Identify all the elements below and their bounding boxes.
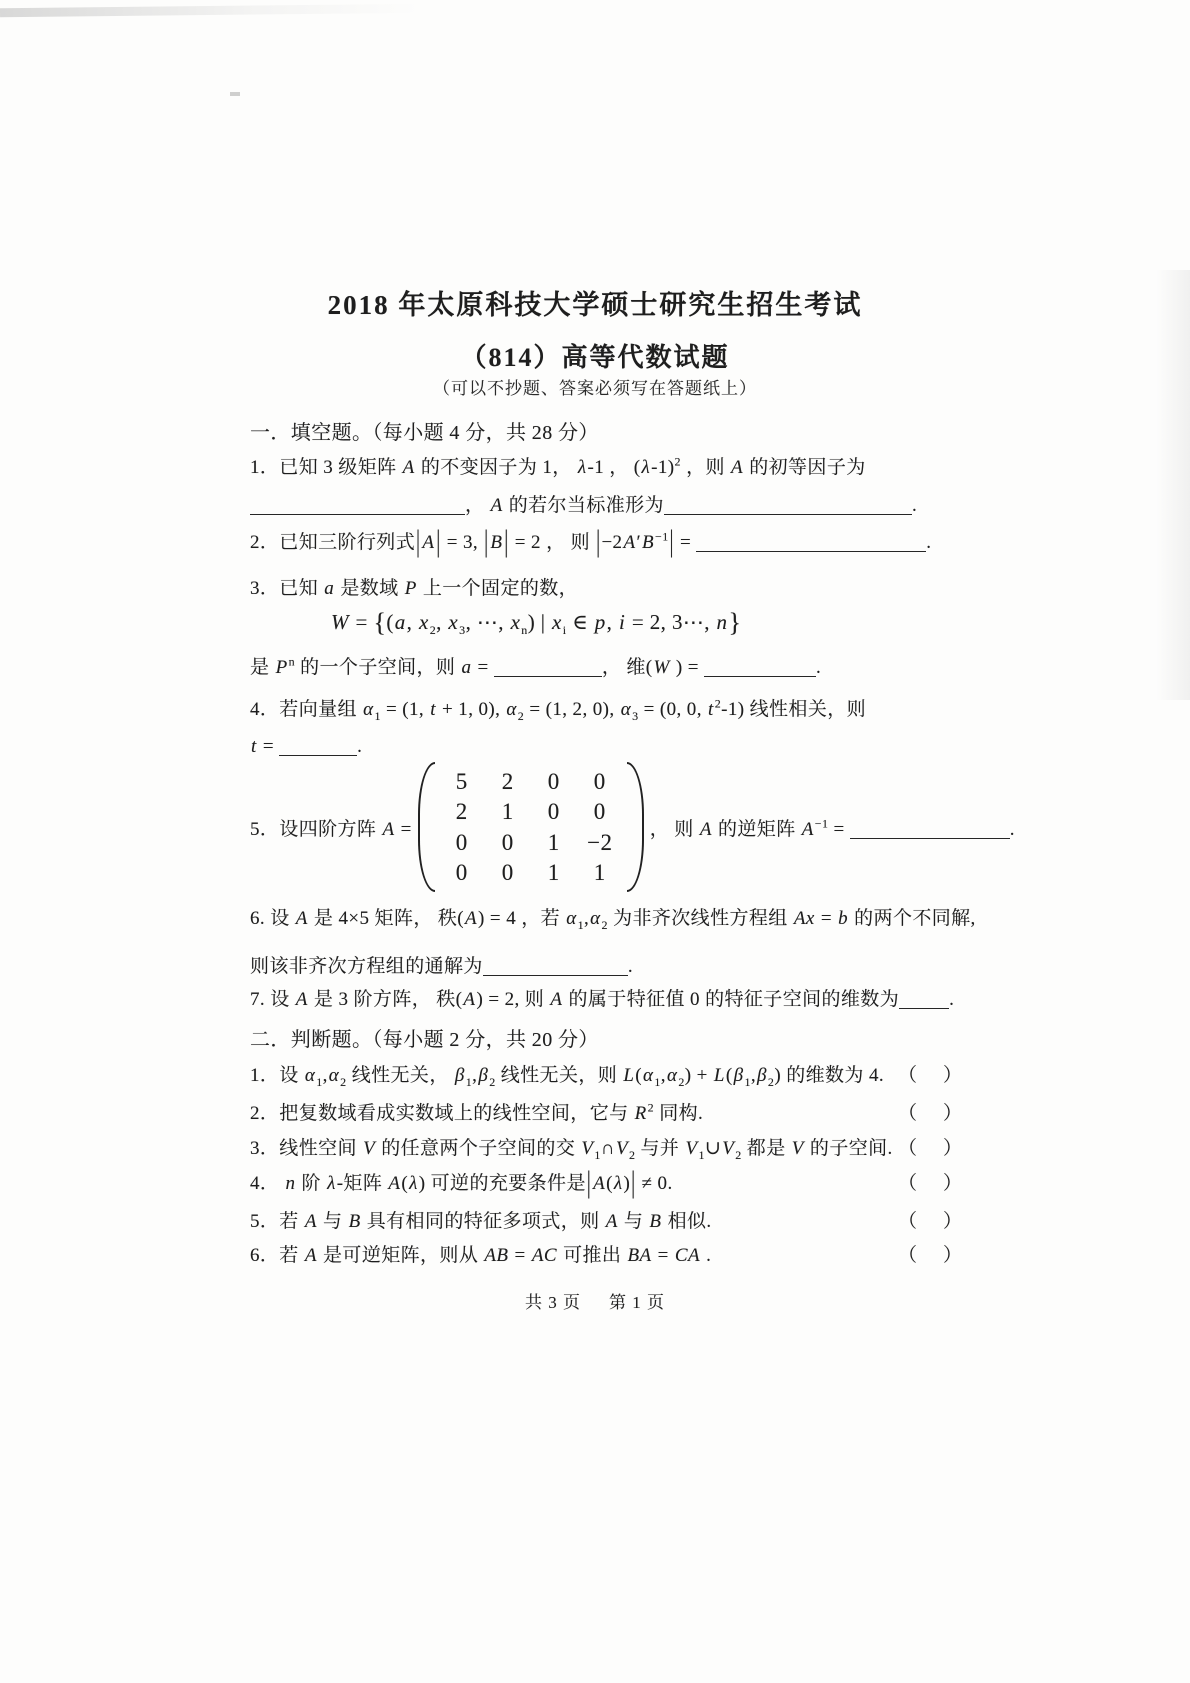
close-paren: ） (943, 1173, 963, 1194)
matrix-cell: 0 (593, 799, 606, 825)
fill-in-blank (850, 819, 1010, 839)
text-segment: ， 则 (649, 818, 699, 840)
text-segment: ) (623, 1173, 631, 1194)
math-symbol: L (623, 1065, 635, 1086)
math-symbol: A (623, 532, 636, 553)
text-segment: 2 (489, 1074, 496, 1089)
matrix-grid (435, 762, 627, 892)
math-symbol: λ (613, 1173, 623, 1194)
footer-current-page: 第 1 页 (609, 1293, 665, 1312)
text-segment: 是 4×5 矩阵， 秩( (308, 908, 465, 929)
fill-in-blank (899, 989, 949, 1009)
text-segment: ，则 (680, 457, 731, 478)
math-symbol: A (295, 989, 308, 1010)
text-segment: | (484, 525, 489, 559)
text-segment: 1 (594, 1147, 601, 1162)
text-segment: 3．线性空间 (250, 1138, 363, 1159)
text-segment: ， (465, 495, 490, 516)
text-segment: ) = 4 ，若 (478, 908, 566, 929)
judge-2 (250, 1098, 1110, 1125)
math-symbol: B (348, 1211, 361, 1232)
text-segment: , (606, 610, 618, 634)
judge-1-answer-parens (898, 1060, 962, 1087)
text-segment: 与 (317, 1211, 348, 1232)
judge-2-text (250, 1100, 704, 1124)
math-symbol: a (394, 610, 406, 634)
text-segment: = 2, 3⋯, (626, 610, 716, 634)
fill-q3-formula (330, 608, 741, 638)
text-segment: | (669, 525, 674, 559)
text-segment: = (1, (380, 699, 430, 720)
text-segment: ( (386, 610, 394, 634)
fill-in-blank (494, 657, 602, 677)
close-paren: ） (943, 1211, 963, 1232)
scan-artifact-mark (230, 92, 240, 96)
text-segment: , (583, 908, 590, 929)
text-segment: 1．已知 3 级矩阵 (250, 457, 402, 478)
text-segment: | (631, 1166, 636, 1200)
math-symbol: α (304, 1065, 316, 1086)
text-segment: = (652, 1245, 674, 1266)
matrix-cell: −2 (587, 829, 613, 855)
text-segment: −2 (601, 532, 623, 553)
math-symbol: t (251, 736, 257, 757)
judge-1 (250, 1060, 1110, 1087)
text-segment: ) 的维数为 4. (774, 1065, 884, 1086)
text-segment: -1) (651, 457, 675, 478)
text-segment: 3．已知 (250, 578, 324, 599)
text-segment: 1 (577, 917, 584, 932)
matrix-cell: 1 (547, 859, 560, 885)
text-segment: -1) 线性相关，则 (721, 699, 867, 720)
matrix-cell: 1 (501, 799, 514, 825)
text-segment: 阶 (296, 1173, 327, 1194)
text-segment: 的不变因子为 1， (415, 457, 577, 478)
math-symbol: BA (627, 1245, 652, 1266)
text-segment: ) | (527, 610, 552, 634)
text-segment: , ⋯, (465, 610, 510, 634)
text-segment: -矩阵 (336, 1173, 388, 1194)
text-segment: = (472, 657, 494, 678)
text-segment: 的子空间. (804, 1138, 893, 1159)
math-symbol: A (463, 989, 476, 1010)
matrix-A (418, 762, 644, 892)
matrix-cell: 2 (455, 799, 468, 825)
math-symbol: V (722, 1138, 735, 1159)
text-segment: 1 (316, 1074, 323, 1089)
math-symbol: λ (641, 457, 651, 478)
text-segment: 是 3 阶方阵， 秩( (308, 989, 463, 1010)
text-segment: = (1, 2, 0), (524, 699, 620, 720)
fill-q1-line1 (250, 452, 866, 479)
math-symbol: R (634, 1103, 647, 1124)
text-segment: 同构. (654, 1103, 704, 1124)
math-symbol: A (402, 457, 415, 478)
text-segment: . (911, 495, 918, 516)
math-symbol: A (699, 818, 712, 840)
fill-in-blank (279, 736, 357, 756)
text-segment: 2 (714, 696, 722, 711)
text-segment: 2 (601, 917, 608, 932)
text-segment: , (660, 1065, 666, 1086)
text-segment: . (700, 1245, 712, 1266)
math-symbol: λ (327, 1173, 336, 1194)
text-segment: 2 (628, 1147, 636, 1162)
open-paren: （ (898, 1211, 918, 1232)
fill-q5-pre (250, 814, 412, 841)
judge-6 (250, 1240, 1110, 1267)
text-segment: ( (635, 1065, 643, 1086)
math-symbol: x (418, 610, 429, 634)
text-segment: 4．若向量组 (250, 699, 363, 720)
math-symbol: Ax (793, 908, 815, 929)
math-symbol: α (666, 1065, 678, 1086)
text-segment: = (674, 532, 697, 553)
matrix-cell: 1 (593, 859, 606, 885)
text-segment: = (815, 908, 838, 929)
math-symbol: x (552, 610, 562, 634)
text-segment: 7. 设 (250, 989, 295, 1010)
math-symbol: b (838, 908, 848, 929)
text-segment: ) + (684, 1065, 713, 1086)
text-segment: 1 (744, 1074, 751, 1089)
text-segment: 都是 (741, 1138, 791, 1159)
text-segment: 2．把复数域看成实数域上的线性空间，它与 (250, 1103, 634, 1124)
text-segment: ) 可逆的充要条件是 (418, 1173, 586, 1194)
open-paren: （ (898, 1138, 918, 1159)
text-segment: , (472, 1065, 478, 1086)
judge-4-answer-parens (898, 1168, 962, 1195)
fill-q4-line1 (250, 694, 866, 721)
text-segment: -1 ， ( (587, 457, 641, 478)
text-segment: ( (606, 1173, 613, 1194)
text-segment: , (750, 1065, 757, 1086)
matrix-cell: 5 (455, 768, 468, 794)
text-segment: 1 (374, 708, 381, 723)
text-segment: 是 (250, 657, 275, 678)
text-segment: 2 (517, 708, 525, 723)
text-segment: . (926, 532, 932, 553)
text-segment: = (0, 0, (638, 699, 708, 720)
judge-3 (250, 1133, 1110, 1160)
text-segment: 的一个子空间，则 (294, 657, 461, 678)
math-symbol: β (733, 1065, 744, 1086)
text-segment: 3 (632, 708, 639, 723)
text-segment: i (562, 623, 567, 638)
exam-title: 2018 年太原科技大学硕士研究生招生考试 (327, 290, 863, 320)
fill-in-blank (664, 495, 912, 515)
math-symbol: A (593, 1173, 606, 1194)
math-symbol: α (328, 1065, 340, 1086)
text-segment: ∩ (600, 1138, 615, 1159)
text-segment: = (509, 1245, 531, 1266)
math-symbol: x (510, 610, 521, 634)
text-segment: 是数域 (335, 578, 404, 599)
text-segment: 的逆矩阵 (712, 818, 801, 840)
text-segment: = (349, 610, 374, 634)
text-segment: , (322, 1065, 328, 1086)
math-symbol: a (461, 657, 472, 678)
math-symbol: B (490, 532, 503, 553)
text-segment: | (504, 525, 509, 559)
text-segment: ( (725, 1065, 733, 1086)
judge-4-text (250, 1166, 673, 1200)
text-segment: ∈ (566, 610, 594, 634)
text-segment: 是可逆矩阵，则从 (317, 1245, 484, 1266)
matrix-cell: 0 (501, 859, 514, 885)
matrix-cell: 1 (547, 829, 560, 855)
judge-6-text (250, 1245, 711, 1266)
math-symbol: β (757, 1065, 767, 1086)
fill-q3-line1 (250, 573, 578, 600)
fill-q6-line2 (250, 951, 633, 978)
text-segment: 5．若 (250, 1211, 304, 1232)
judge-5 (250, 1206, 1110, 1233)
math-symbol: W (331, 610, 349, 634)
close-paren: ） (943, 1138, 963, 1159)
text-segment: 1 (698, 1147, 705, 1162)
math-symbol: x (448, 610, 459, 634)
text-segment: | (416, 525, 421, 559)
footer-total-pages: 共 3 页 (525, 1293, 581, 1312)
math-symbol: A (801, 818, 814, 840)
text-segment: 上一个固定的数， (417, 578, 579, 599)
text-segment: ∪ (704, 1138, 722, 1159)
scan-artifact-right (1156, 270, 1190, 700)
text-segment: 6．若 (250, 1245, 304, 1266)
fill-q5 (250, 762, 1015, 892)
text-segment: . (357, 736, 363, 757)
text-segment: = 3, (441, 532, 484, 553)
exam-instructions: （可以不抄题、答案必须写在答题纸上） (433, 379, 757, 398)
math-symbol: A (295, 908, 308, 929)
text-segment: = (395, 818, 412, 840)
math-symbol: α (590, 908, 601, 929)
math-symbol: α (363, 699, 374, 720)
text-segment: = (257, 736, 280, 757)
matrix-right-paren (627, 762, 644, 892)
math-symbol: a (324, 578, 335, 599)
math-symbol: n (716, 610, 728, 634)
open-paren: （ (898, 1103, 918, 1124)
math-symbol: B (642, 532, 655, 553)
math-symbol: AC (531, 1245, 557, 1266)
text-segment: 2 (678, 1074, 685, 1089)
fill-q6-line1 (250, 903, 976, 930)
matrix-cell: 0 (593, 768, 606, 794)
text-segment: 与并 (635, 1138, 685, 1159)
text-segment: 2 (647, 1100, 655, 1115)
fill-q2 (250, 525, 932, 559)
text-segment: 2 (767, 1074, 775, 1089)
text-segment: 则该非齐次方程组的通解为 (250, 956, 483, 977)
math-symbol: A (382, 818, 395, 840)
close-paren: ） (943, 1245, 963, 1266)
text-segment: −1 (814, 816, 829, 831)
fill-in-blank (696, 532, 926, 552)
math-symbol: λ (577, 457, 587, 478)
math-symbol: W (653, 657, 670, 678)
text-segment: 的任意两个子空间的交 (376, 1138, 581, 1159)
text-segment: 线性无关， (346, 1065, 454, 1086)
text-segment: ， 维( (601, 657, 653, 678)
math-symbol: B (649, 1211, 662, 1232)
math-symbol: α (620, 699, 632, 720)
math-symbol: t (430, 699, 436, 720)
open-paren: （ (898, 1245, 918, 1266)
math-symbol: p (594, 610, 606, 634)
math-symbol: A (731, 457, 744, 478)
text-segment: . (1009, 818, 1015, 840)
text-segment: 6. 设 (250, 908, 295, 929)
math-symbol: A (422, 532, 435, 553)
math-symbol: A (605, 1211, 618, 1232)
fill-q5-post (650, 814, 1015, 841)
text-segment: 2 (340, 1074, 347, 1089)
scan-artifact-top (0, 4, 420, 17)
text-segment: . (949, 989, 955, 1010)
section2-header: 二．判断题。（每小题 2 分，共 20 分） (250, 1029, 599, 1051)
math-symbol: A (550, 989, 563, 1010)
page-footer (0, 1288, 1190, 1313)
math-symbol: α (643, 1065, 654, 1086)
math-symbol: n (285, 1173, 296, 1194)
judge-3-answer-parens (898, 1133, 962, 1160)
judge-5-text (250, 1211, 712, 1232)
judge-6-answer-parens (898, 1240, 962, 1267)
math-symbol: α (506, 699, 517, 720)
math-symbol: β (478, 1065, 489, 1086)
math-symbol: A (304, 1211, 317, 1232)
matrix-cell: 0 (547, 768, 560, 794)
text-segment: , (406, 610, 418, 634)
text-segment: n (288, 654, 295, 669)
text-segment: + 1, 0), (436, 699, 506, 720)
text-segment: 2 (735, 1147, 742, 1162)
text-segment: = (828, 818, 850, 840)
math-symbol: V (791, 1138, 804, 1159)
math-symbol: i (618, 610, 626, 634)
fill-in-blank (250, 495, 465, 515)
matrix-cell: 0 (455, 829, 468, 855)
fill-q7 (250, 984, 954, 1011)
judge-2-answer-parens (898, 1098, 962, 1125)
math-symbol: CA (674, 1245, 700, 1266)
matrix-cell: 0 (455, 859, 468, 885)
text-segment: = 2 ， 则 (509, 532, 596, 553)
matrix-cell: 0 (547, 799, 560, 825)
fill-in-blank (704, 657, 816, 677)
math-symbol: L (713, 1065, 725, 1086)
judge-1-text (250, 1065, 884, 1089)
math-symbol: A (465, 908, 478, 929)
text-segment: | (596, 525, 601, 559)
text-segment: 为非齐次线性方程组 (607, 908, 793, 929)
math-symbol: P (275, 657, 288, 678)
section1-header: 一．填空题。（每小题 4 分，共 28 分） (250, 422, 599, 444)
judge-4 (250, 1166, 1110, 1200)
text-segment: 的初等因子为 (744, 457, 866, 478)
close-paren: ） (943, 1103, 963, 1124)
text-segment: | (436, 525, 441, 559)
math-symbol: t (708, 699, 714, 720)
text-segment: 5．设四阶方阵 (250, 818, 382, 840)
math-symbol: V (363, 1138, 376, 1159)
math-symbol: α (566, 908, 577, 929)
math-symbol: V (615, 1138, 628, 1159)
text-segment: ≠ 0. (636, 1173, 673, 1194)
math-symbol: λ (409, 1173, 418, 1194)
matrix-cell: 2 (501, 768, 514, 794)
matrix-left-paren (418, 762, 435, 892)
text-segment: ) = 2, 则 (476, 989, 550, 1010)
text-segment: 可推出 (557, 1245, 627, 1266)
text-segment: ( (401, 1173, 409, 1194)
text-segment: . (627, 956, 633, 977)
fill-q4-line2 (250, 736, 362, 758)
open-paren: （ (898, 1173, 918, 1194)
text-segment: { (373, 608, 387, 637)
text-segment: n (521, 623, 528, 638)
judge-3-text (250, 1138, 893, 1162)
math-symbol: A (388, 1173, 401, 1194)
math-symbol: V (685, 1138, 698, 1159)
math-symbol: A (490, 495, 503, 516)
text-segment: 2．已知三阶行列式 (250, 532, 416, 553)
text-segment: . (816, 657, 822, 678)
math-symbol: V (581, 1138, 594, 1159)
judge-5-answer-parens (898, 1206, 962, 1233)
text-segment: ) = (670, 657, 705, 678)
text-segment: −1 (655, 529, 669, 544)
math-symbol: P (404, 578, 417, 599)
text-segment: ′ (636, 532, 642, 553)
exam-subtitle: （814）高等代数试题 (460, 343, 730, 372)
text-segment: , (436, 610, 448, 634)
fill-q1-line2 (250, 490, 917, 517)
text-segment: 的两个不同解, (849, 908, 976, 929)
text-segment: 4． (250, 1173, 285, 1194)
text-segment: | (586, 1166, 592, 1200)
text-segment: 的若尔当标准形为 (503, 495, 664, 516)
math-symbol: AB (484, 1245, 509, 1266)
text-segment: 2 (674, 454, 681, 469)
math-symbol: β (454, 1065, 465, 1086)
matrix-cell: 0 (501, 829, 514, 855)
text-segment: 线性无关，则 (495, 1065, 623, 1086)
text-segment: 与 (618, 1211, 649, 1232)
text-segment: 的属于特征值 0 的特征子空间的维数为 (563, 989, 900, 1010)
text-segment: } (728, 608, 742, 637)
text-segment: 1 (465, 1074, 473, 1089)
text-segment: 2 (429, 623, 437, 638)
close-paren: ） (943, 1065, 963, 1086)
text-segment: 1 (654, 1074, 661, 1089)
fill-q3-line3 (250, 652, 821, 679)
fill-in-blank (483, 956, 628, 976)
text-segment: 1．设 (250, 1065, 304, 1086)
text-segment: 相似. (662, 1211, 712, 1232)
text-segment: 3 (459, 623, 466, 638)
open-paren: （ (898, 1065, 918, 1086)
math-symbol: A (304, 1245, 317, 1266)
text-segment: 具有相同的特征多项式，则 (361, 1211, 605, 1232)
